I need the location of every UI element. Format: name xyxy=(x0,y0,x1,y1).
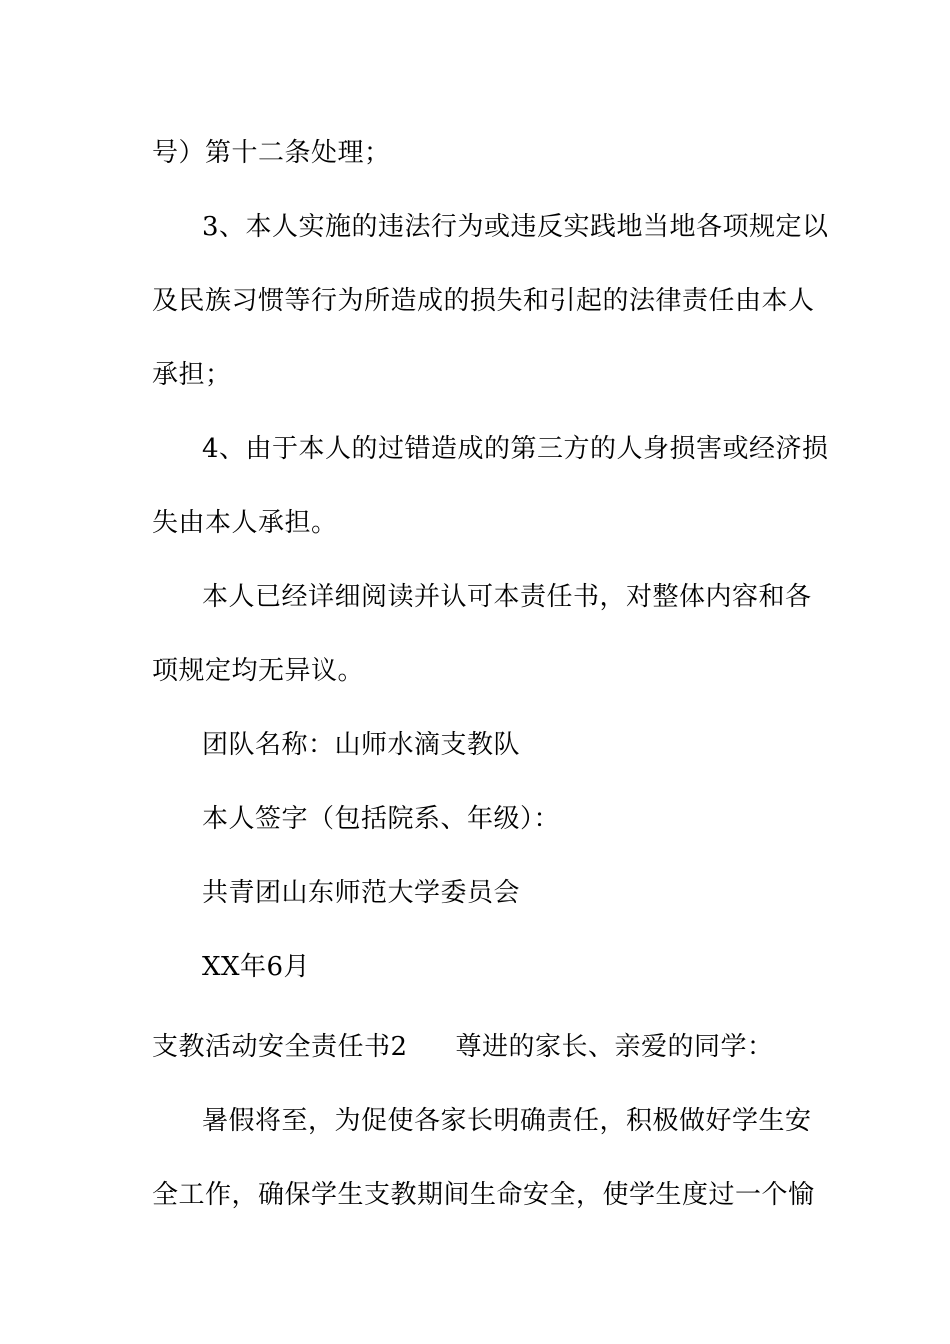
text-line: 3、本人实施的违法行为或违反实践地当地各项规定以 xyxy=(202,212,829,242)
greeting: 尊进的家长、亲爱的同学： xyxy=(455,1032,774,1062)
section-heading: 支教活动安全责任书2 xyxy=(152,1032,408,1062)
text-line: 项规定均无异议。 xyxy=(152,656,365,686)
text-line: 全工作，确保学生支教期间生命安全，使学生度过一个愉 xyxy=(152,1180,815,1210)
text-line: 失由本人承担。 xyxy=(152,508,338,538)
text-line: 号）第十二条处理； xyxy=(152,138,391,168)
organization-line: 共青团山东师范大学委员会 xyxy=(202,878,521,908)
text-line: 暑假将至，为促使各家长明确责任，积极做好学生安 xyxy=(202,1106,812,1136)
team-name-line: 团队名称：山师水滴支教队 xyxy=(202,730,521,760)
text-line: 本人已经详细阅读并认可本责任书，对整体内容和各 xyxy=(202,582,812,612)
text-line: 及民族习惯等行为所造成的损失和引起的法律责任由本人 xyxy=(152,286,815,316)
text-line: 承担； xyxy=(152,360,232,390)
text-line: 4、由于本人的过错造成的第三方的人身损害或经济损 xyxy=(202,434,829,464)
date-line: XX年6月 xyxy=(202,952,311,982)
signature-line: 本人签字（包括院系、年级）： xyxy=(202,804,561,834)
section-heading-line xyxy=(152,1030,774,1064)
